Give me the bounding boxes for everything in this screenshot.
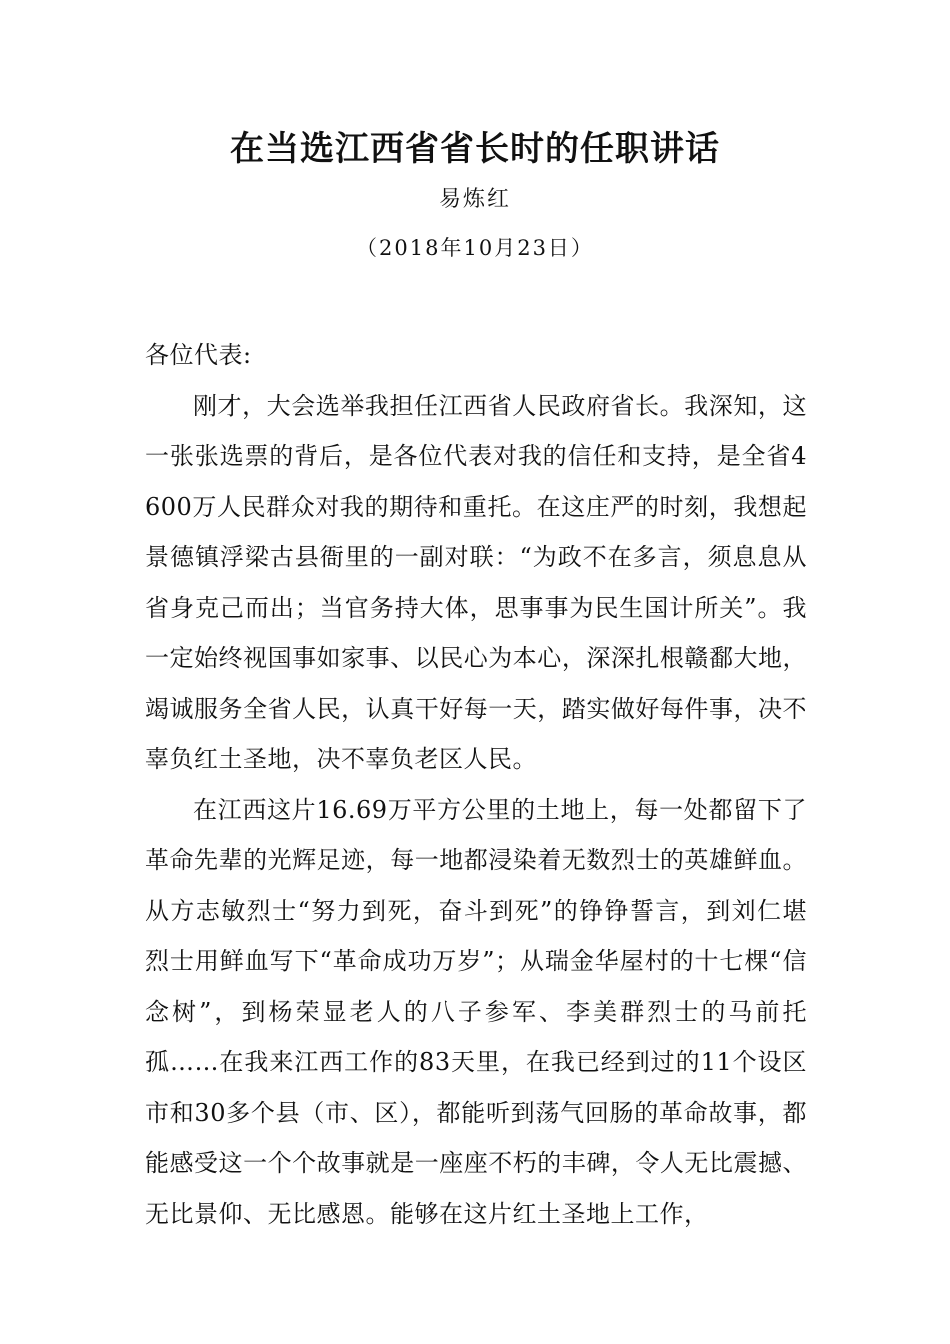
paragraph-2: 在江西这片16.69万平方公里的土地上，每一处都留下了革命先辈的光辉足迹，每一地都浸染着无数烈士的英雄鲜血。从方志敏烈士“努力到死，奋斗到死”的铮铮誓言，到刘仁堪烈士用鲜血写下“革命成功万岁”；从瑞金华屋村的十七棵“信念树”，到杨荣显老人的八子参军、李美群烈士的马前托孤……在我来江西工作的83天里，在我已经到过的11个设区市和30多个县（市、区），都能听到荡气回肠的革命故事，都能感受这一个个故事就是一座座不朽的丰碑，令人无比震撼、无比景仰、无比感恩。能够在这片红土圣地上工作， bbox=[145, 795, 807, 1228]
speech-body bbox=[145, 330, 807, 1239]
salutation: 各位代表: bbox=[145, 341, 252, 369]
paragraph-1: 刚才，大会选举我担任江西省人民政府省长。我深知，这一张张选票的背后，是各位代表对我的信任和支持，是全省4600万人民群众对我的期待和重托。在这庄严的时刻，我想起景德镇浮梁古县衙里的一副对联：“为政不在多言，须息息从省身克己而出；当官务持大体，思事事为民生国计所关”。我一定始终视国事如家事、以民心为本心，深深扎根赣鄱大地，竭诚服务全省人民，认真干好每一天，踏实做好每件事，决不辜负红土圣地，决不辜负老区人民。 bbox=[145, 391, 807, 773]
speech-date: （2018年10月23日） bbox=[356, 236, 594, 260]
author-name: 易炼红 bbox=[438, 187, 511, 212]
document-title: 在当选江西省省长时的任职讲话 bbox=[230, 129, 720, 169]
